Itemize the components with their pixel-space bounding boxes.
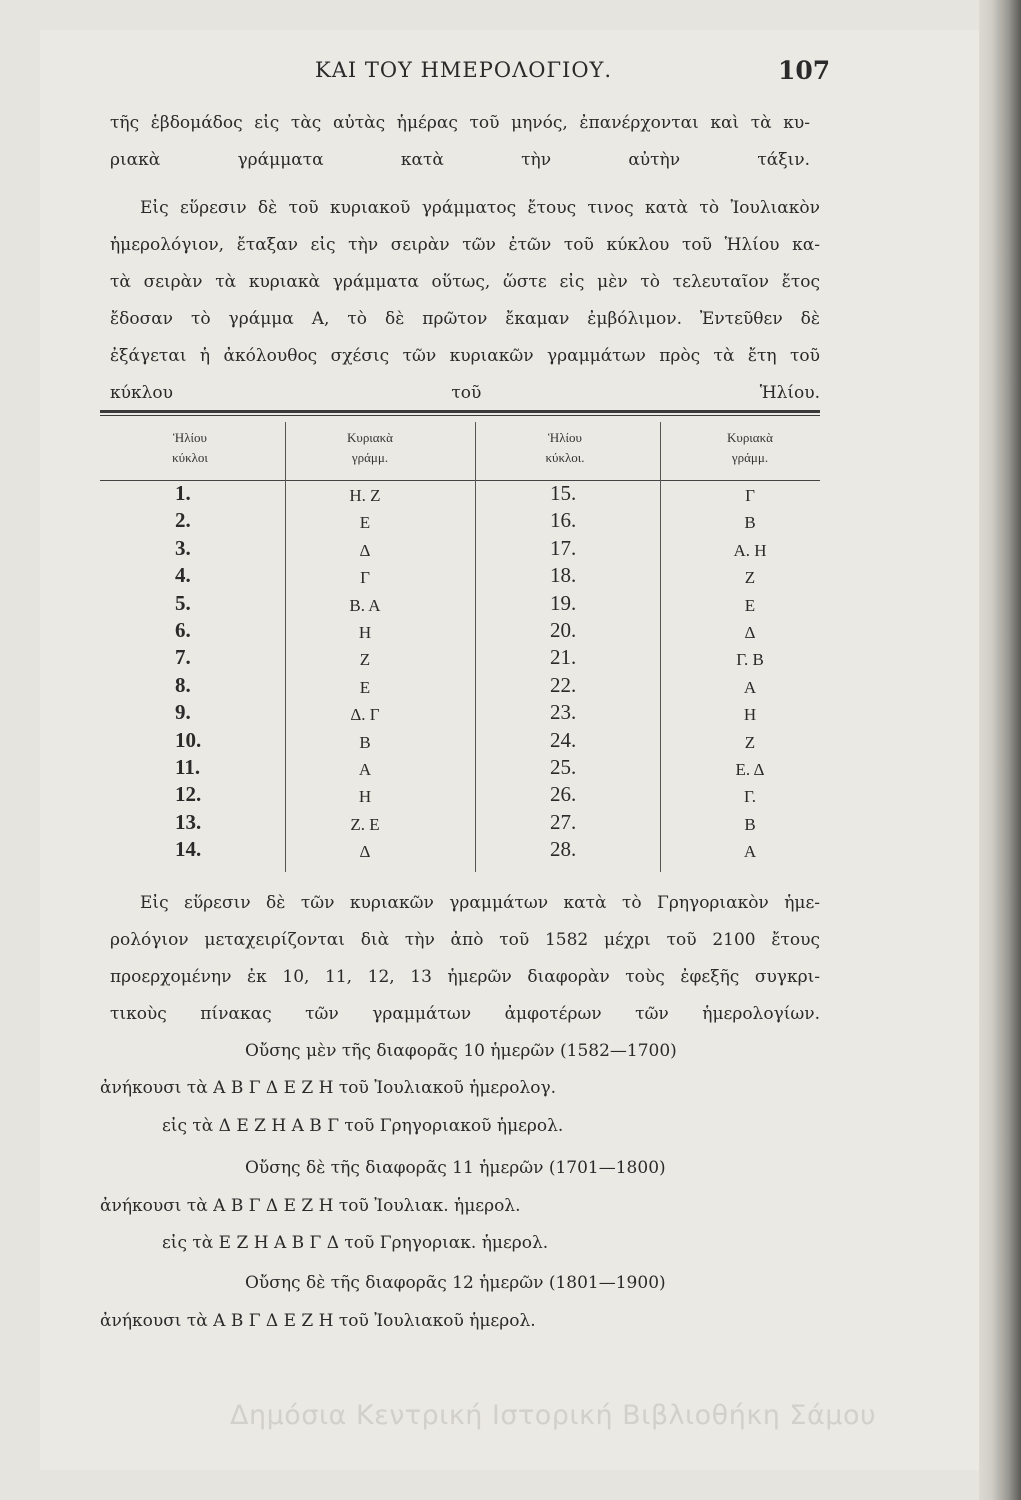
table-cell: 4. <box>175 563 191 588</box>
paragraph-3 <box>110 885 820 1033</box>
library-watermark: Δημόσια Κεντρική Ιστορική Βιβλιοθήκη Σάμου <box>230 1400 877 1431</box>
table-cell: 6. <box>175 617 191 642</box>
table-cell: Β <box>744 513 756 533</box>
table-cell: 27. <box>550 809 577 834</box>
header-line: Ἡλίου <box>548 430 582 445</box>
text-line: Εἰς εὕρεσιν δὲ τοῦ κυριακοῦ γράμματος ἔτους τινος κατὰ τὸ Ἰουλιακὸν <box>140 198 820 218</box>
table-cell: 2. <box>175 508 191 533</box>
header-line: κύκλοι <box>172 450 208 465</box>
table-cell: 13. <box>175 809 202 834</box>
table-cell: 24. <box>550 727 577 752</box>
table-cell: Β. Α <box>349 595 381 615</box>
table-cell: 22. <box>550 672 577 697</box>
table-cell: 28. <box>550 837 577 862</box>
table-cell: 9. <box>175 700 191 725</box>
text-line: ρολόγιον μεταχειρίζονται διὰ τὴν ἀπὸ τοῦ 1582 μέχρι τοῦ 2100 ἔτους <box>110 930 820 950</box>
text-line: ριακὰ γράμματα κατὰ τὴν αὐτὴν τάξιν. <box>110 150 810 170</box>
table-cell: Η <box>743 705 757 725</box>
table-cell: Ζ. Ε <box>350 814 380 834</box>
header-line: Κυριακὰ <box>347 430 393 445</box>
scheme-2-julian: ἀνήκουσι τὰ Α Β Γ Δ Ε Ζ Η τοῦ Ἰουλιακ. ἡμερολ. <box>100 1196 521 1216</box>
text-line: τῆς ἑβδομάδος εἰς τὰς αὐτὰς ἡμέρας τοῦ μηνός, ἐπανέρχονται καὶ τὰ κυ- <box>110 113 810 133</box>
table-cell: 17. <box>550 535 577 560</box>
running-head: ΚΑΙ ΤΟΥ ΗΜΕΡΟΛΟΓΙΟΥ. <box>315 58 613 82</box>
column-sun-cycle-1-14 <box>175 480 235 863</box>
header-line: κύκλοι. <box>545 450 585 465</box>
scheme-1-heading: Οὔσης μὲν τῆς διαφορᾶς 10 ἡμερῶν (1582—1700) <box>245 1041 677 1061</box>
header-line: Κυριακὰ <box>727 430 773 445</box>
table-cell: 19. <box>550 590 577 615</box>
scheme-3-julian: ἀνήκουσι τὰ Α Β Γ Δ Ε Ζ Η τοῦ Ἰουλιακοῦ ἡμερολ. <box>100 1311 536 1331</box>
table-cell: Δ <box>359 842 371 862</box>
table-cell: Η. Ζ <box>349 486 381 505</box>
header-line: Ἡλίου <box>173 430 207 445</box>
paragraph-1 <box>110 105 810 179</box>
column-divider <box>475 422 476 872</box>
table-cell: Η <box>358 787 372 807</box>
table-cell: 1. <box>175 481 191 505</box>
table-cell: 18. <box>550 563 577 588</box>
table-cell: 10. <box>175 727 202 752</box>
table-cell: Β <box>359 732 371 752</box>
table-cell: Ε <box>359 513 371 533</box>
table-cell: Ε <box>744 595 756 615</box>
column-divider <box>660 422 661 872</box>
table-cell: Γ. <box>743 787 757 807</box>
table-cell: Δ <box>744 622 756 642</box>
text-line: Εἰς εὕρεσιν δὲ τῶν κυριακῶν γραμμάτων κατὰ τὸ Γρηγοριακὸν ἡμε- <box>140 893 820 913</box>
column-sun-cycle-15-28 <box>550 480 610 863</box>
text-line: ἡμερολόγιον, ἔταξαν εἰς τὴν σειρὰν τῶν ἐτῶν τοῦ κύκλου τοῦ Ἡλίου κα- <box>110 235 820 255</box>
header-sun-cycles <box>110 428 270 468</box>
table-cell: 26. <box>550 782 577 807</box>
table-cell: 3. <box>175 535 191 560</box>
column-letters-1-14 <box>320 482 410 865</box>
table-cell: Δ <box>359 540 371 560</box>
paragraph-2 <box>110 190 820 412</box>
text-line: τὰ σειρὰν τὰ κυριακὰ γράμματα οὕτως, ὥστε εἰς μὲν τὸ τελευταῖον ἔτος <box>110 272 820 292</box>
text-line: κύκλου τοῦ Ἡλίου. <box>110 383 820 403</box>
table-cell: Ζ <box>359 650 371 670</box>
table-cell: Α <box>358 759 372 779</box>
book-binding-edge <box>979 0 1021 1500</box>
table-cell: Α <box>743 677 757 697</box>
table-cell: 20. <box>550 617 577 642</box>
header-sunday-letters <box>290 428 450 468</box>
table-cell: Γ <box>745 486 755 505</box>
table-cell: Γ. Β <box>736 650 764 670</box>
table-cell: Α. Η <box>733 540 767 560</box>
table-cell: Ζ <box>744 568 756 588</box>
table-cell: Γ <box>360 568 370 588</box>
scheme-2-gregorian: εἰς τὰ Ε Ζ Η Α Β Γ Δ τοῦ Γρηγοριακ. ἡμερολ. <box>162 1233 549 1253</box>
sunday-letters-table <box>100 410 820 875</box>
table-cell: 15. <box>550 481 577 505</box>
table-cell: 16. <box>550 508 577 533</box>
table-top-rule <box>100 410 820 413</box>
table-cell: 11. <box>175 754 201 779</box>
column-divider <box>285 422 286 872</box>
table-cell: 7. <box>175 645 191 670</box>
header-line: γράμμ. <box>351 450 389 465</box>
header-sun-cycles-2 <box>485 428 645 468</box>
table-cell: 5. <box>175 590 191 615</box>
table-cell: 8. <box>175 672 191 697</box>
scheme-1-gregorian: εἰς τὰ Δ Ε Ζ Η Α Β Γ τοῦ Γρηγοριακοῦ ἡμερολ. <box>162 1116 564 1136</box>
page-number: 107 <box>778 56 831 85</box>
table-cell: Α <box>743 842 757 862</box>
table-cell: Ε. Δ <box>735 759 765 779</box>
table-cell: Ε <box>359 677 371 697</box>
scheme-1-julian: ἀνήκουσι τὰ Α Β Γ Δ Ε Ζ Η τοῦ Ἰουλιακοῦ ἡμερολογ. <box>100 1078 557 1098</box>
scheme-2-heading: Οὔσης δὲ τῆς διαφορᾶς 11 ἡμερῶν (1701—1800) <box>245 1158 666 1178</box>
table-cell: Η <box>358 622 372 642</box>
table-top-rule-thin <box>100 415 820 416</box>
scheme-3-heading: Οὔσης δὲ τῆς διαφορᾶς 12 ἡμερῶν (1801—1900) <box>245 1273 666 1293</box>
text-line: ἔδοσαν τὸ γράμμα Α, τὸ δὲ πρῶτον ἔκαμαν ἐμβόλιμον. Ἐντεῦθεν δὲ <box>110 309 820 329</box>
table-cell: 14. <box>175 837 202 862</box>
table-cell: 12. <box>175 782 202 807</box>
table-cell: Ζ <box>744 732 756 752</box>
header-line: γράμμ. <box>731 450 769 465</box>
table-cell: 21. <box>550 645 577 670</box>
table-cell: Δ. Γ <box>350 705 380 725</box>
text-line: προερχομένην ἐκ 10, 11, 12, 13 ἡμερῶν διαφορὰν τοὺς ἐφεξῆς συγκρι- <box>110 967 820 987</box>
table-cell: 25. <box>550 754 577 779</box>
column-letters-15-28 <box>715 482 785 865</box>
text-line: τικοὺς πίνακας τῶν γραμμάτων ἀμφοτέρων τῶν ἡμερολογίων. <box>110 1004 820 1024</box>
table-cell: 23. <box>550 700 577 725</box>
table-cell: Β <box>744 814 756 834</box>
header-sunday-letters-2 <box>670 428 830 468</box>
text-line: ἐξάγεται ἡ ἀκόλουθος σχέσις τῶν κυριακῶν γραμμάτων πρὸς τὰ ἔτη τοῦ <box>110 346 820 366</box>
